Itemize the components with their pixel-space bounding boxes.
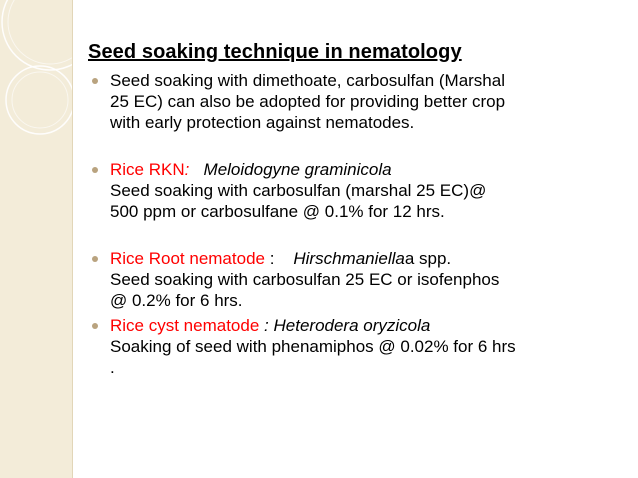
decorative-side-panel — [0, 0, 73, 478]
bullet-dot-icon — [92, 78, 98, 84]
decorative-circles — [0, 0, 72, 478]
slide-title: Seed soaking technique in nematology — [88, 41, 462, 63]
separator: : — [264, 316, 269, 335]
species-name: Heterodera oryzicola — [273, 316, 431, 335]
pest-name: Rice Root nematode — [110, 249, 265, 268]
bullet-text-line: Seed soaking with dimethoate, carbosulfan (Marshal — [110, 71, 505, 90]
bullet-heading-line — [110, 248, 628, 269]
slide-content — [88, 40, 628, 378]
bullet-dot-icon — [92, 167, 98, 173]
bullet-text-line: Soaking of seed with phenamiphos @ 0.02% for 6 hrs — [110, 337, 516, 356]
bullet-dot-icon — [92, 256, 98, 262]
species-name: Hirschmaniella — [293, 249, 405, 268]
bullet-item-rice-cyst-nematode — [88, 315, 628, 378]
bullet-dot-icon — [92, 323, 98, 329]
species-suffix: a spp. — [404, 249, 452, 268]
bullet-text-line: Seed soaking with carbosulfan 25 EC or isofenphos — [110, 270, 500, 289]
bullet-item-rice-rkn — [88, 159, 628, 222]
bullet-text-line: Seed soaking with carbosulfan (marshal 25 EC)@ — [110, 181, 487, 200]
bullet-item-rice-root-nematode — [88, 248, 628, 311]
bullet-heading-line — [110, 315, 628, 336]
separator: : — [184, 160, 190, 179]
bullet-text-line: 25 EC) can also be adopted for providing better crop — [110, 92, 506, 111]
bullet-text-line: with early protection against nematodes. — [110, 113, 415, 132]
bullet-item-seed-soaking — [88, 70, 628, 133]
separator: : — [269, 249, 275, 268]
bullet-text-line: 500 ppm or carbosulfane @ 0.1% for 12 hrs. — [110, 202, 445, 221]
pest-name: Rice cyst nematode — [110, 316, 260, 335]
bullet-text-line: @ 0.2% for 6 hrs. — [110, 291, 243, 310]
bullet-heading-line — [110, 159, 628, 180]
species-name: Meloidogyne graminicola — [203, 160, 392, 179]
pest-name: Rice RKN — [110, 160, 185, 179]
bullet-text-line: . — [110, 358, 115, 377]
